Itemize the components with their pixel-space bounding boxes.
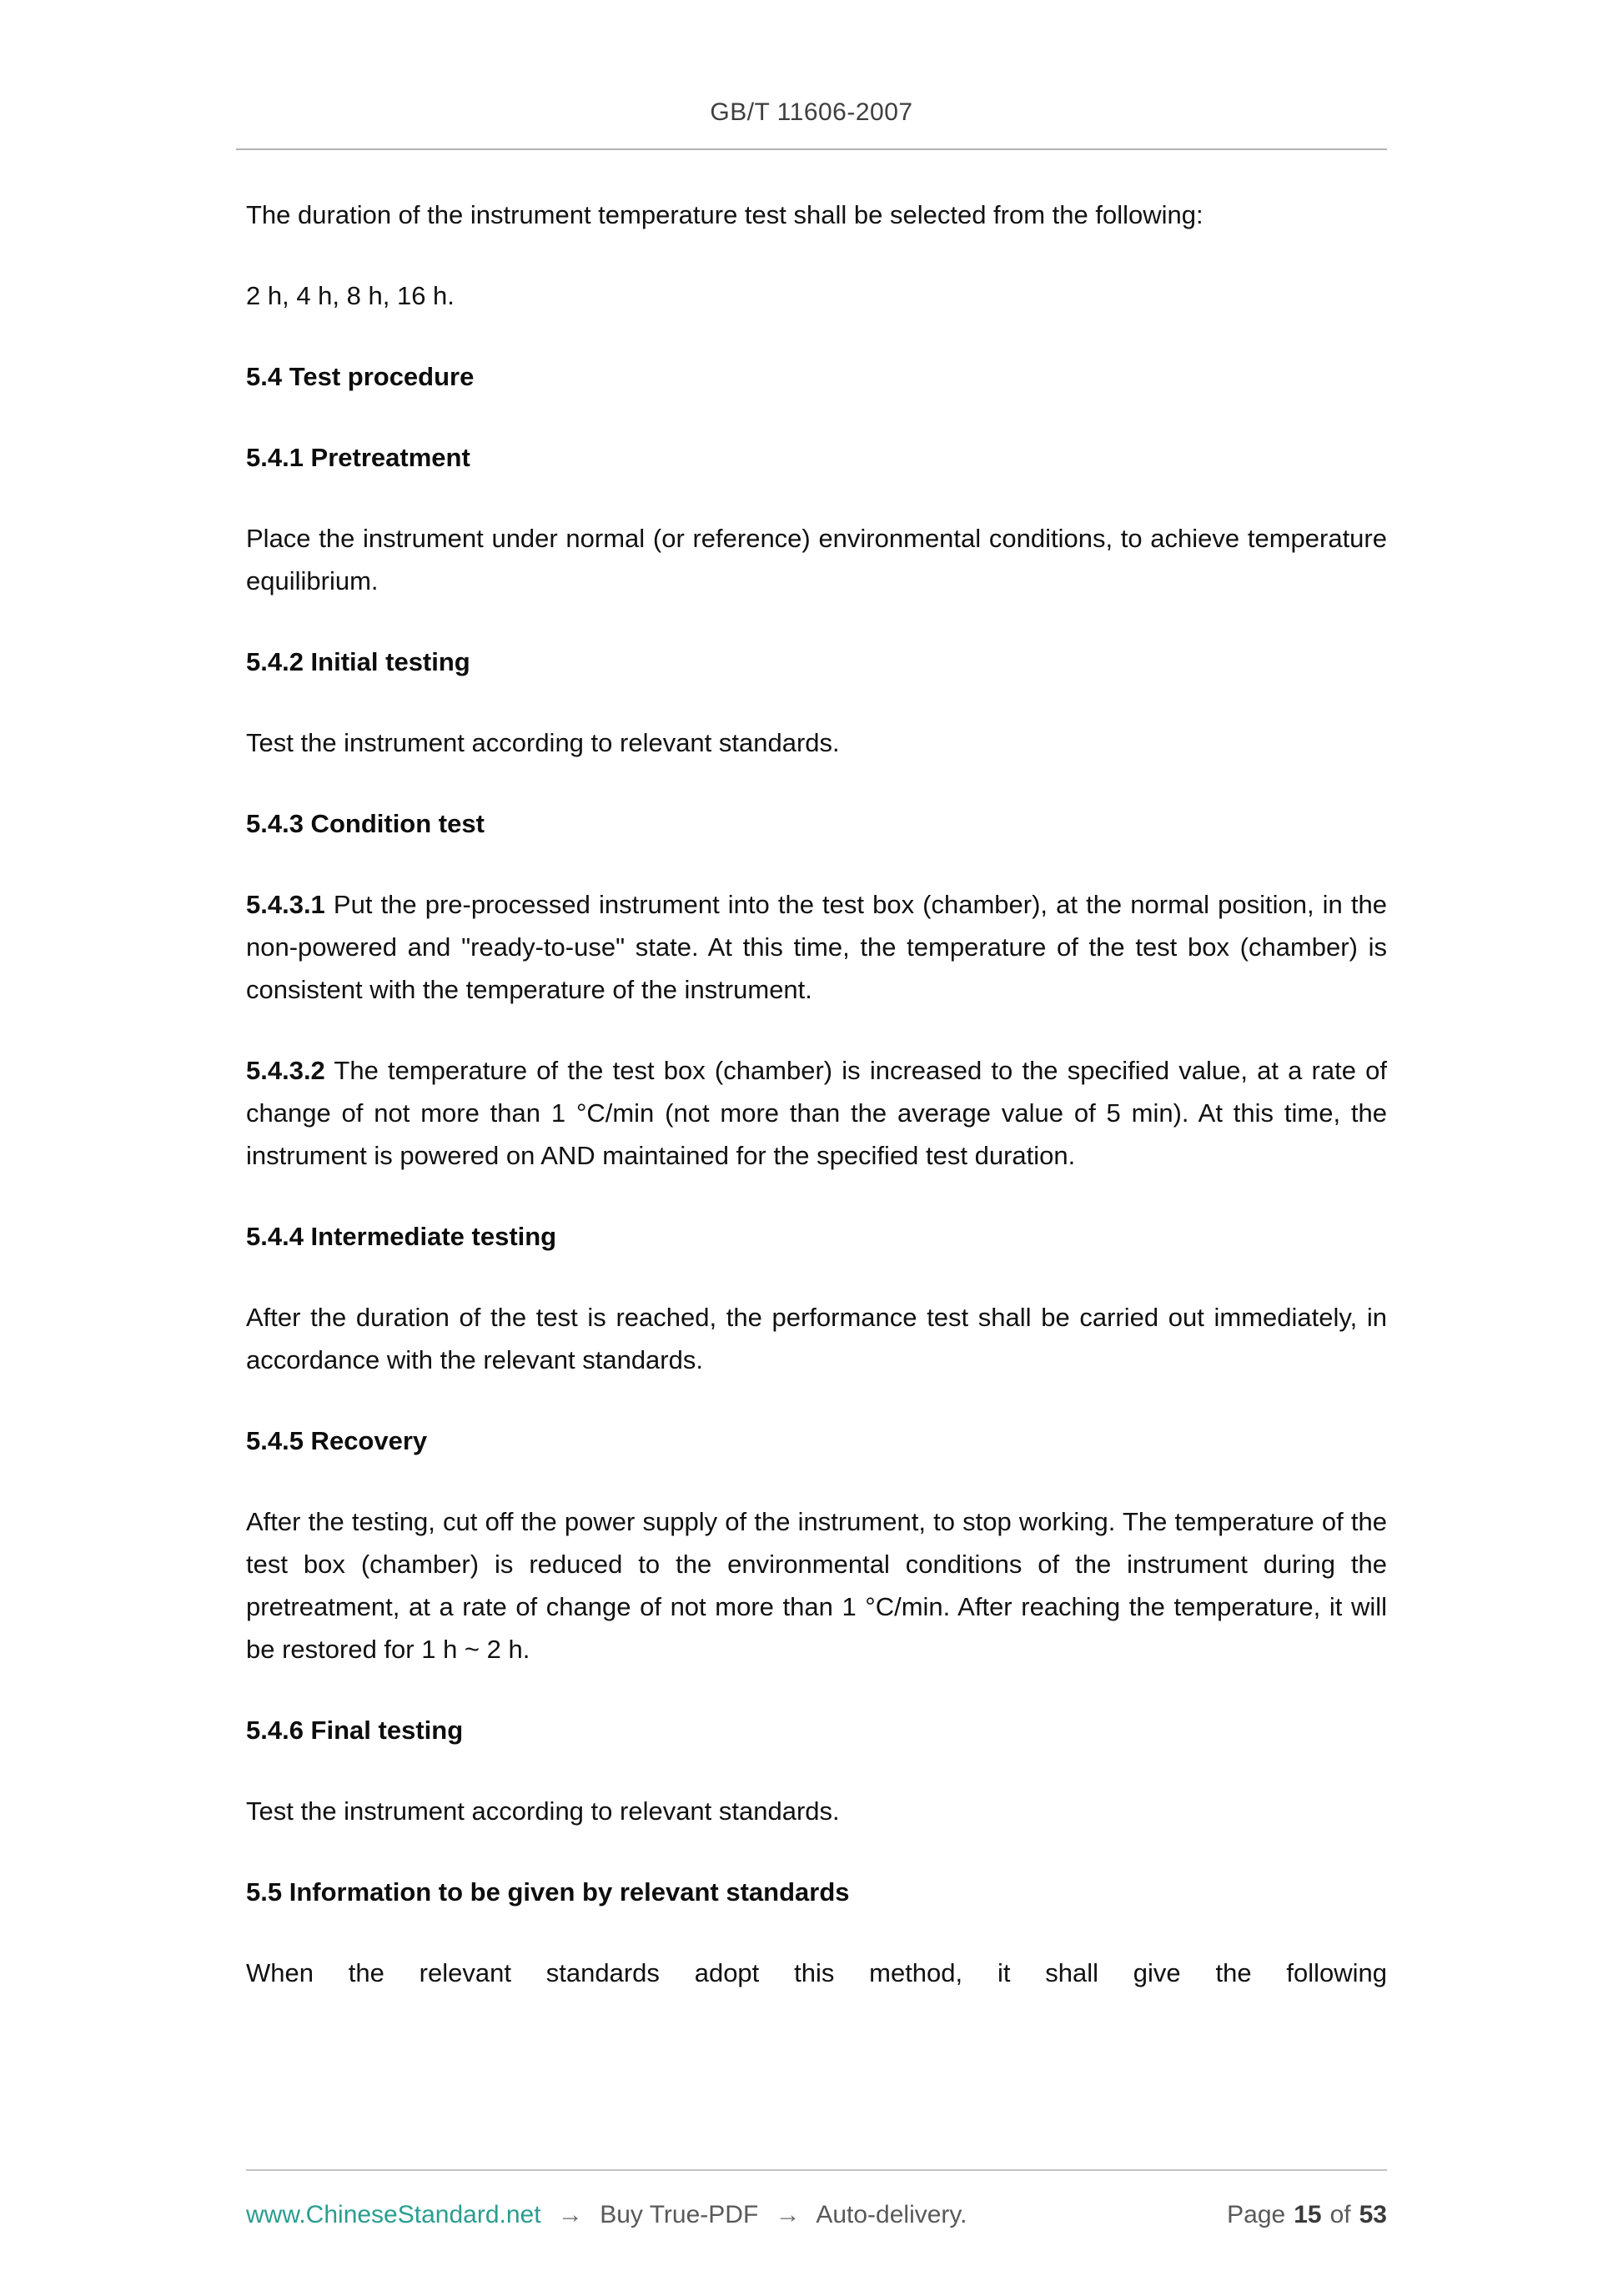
page-word: Page (1227, 2201, 1286, 2228)
arrow-right-icon: → (557, 2201, 583, 2228)
arrow-right-icon: → (775, 2201, 801, 2228)
doc-number: GB/T 11606-2007 (710, 98, 913, 126)
body-paragraph: 5.4.3.1 Put the pre-processed instrument into the test box (chamber), at the normal position, in the non-powered and "ready-to-use" state. At this time, the temperature of the test box (chamber) is consistent with the temperature of the instrument. (246, 890, 1387, 1004)
section-heading: 5.4.6 Final testing (246, 1716, 464, 1745)
section-heading: 5.4.3 Condition test (246, 809, 485, 838)
page-indicator (1227, 2201, 1387, 2229)
section-heading: 5.4 Test procedure (246, 362, 475, 391)
footer-row (246, 2171, 1387, 2229)
document-body (246, 193, 1387, 2032)
body-paragraph: After the testing, cut off the power supply of the instrument, to stop working. The temperature of the test box (chamber) is reduced to the environmental conditions of the instrument during the pretreatment, at a rate of change of not more than 1 °C/min. After reaching the temperature, it will be restored for 1 h ~ 2 h. (246, 1507, 1387, 1664)
body-paragraph: Test the instrument according to relevant standards. (246, 728, 840, 757)
section-heading: 5.4.5 Recovery (246, 1426, 428, 1455)
body-paragraph: The duration of the instrument temperature test shall be selected from the following: (246, 200, 1203, 229)
body-paragraph: After the duration of the test is reached, the performance test shall be carried out immediately, in accordance with the relevant standards. (246, 1303, 1387, 1374)
body-paragraph: When the relevant standards adopt this method, it shall give the following (246, 1958, 1387, 1987)
section-heading: 5.4.1 Pretreatment (246, 443, 470, 472)
body-paragraph: 2 h, 4 h, 8 h, 16 h. (246, 281, 455, 310)
section-heading: 5.4.4 Intermediate testing (246, 1222, 557, 1251)
footer-buy-label: Buy True-PDF (600, 2201, 759, 2228)
of-word: of (1329, 2201, 1351, 2228)
clause-number: 5.4.3.1 (246, 890, 325, 919)
section-heading: 5.5 Information to be given by relevant standards (246, 1877, 850, 1907)
section-heading: 5.4.2 Initial testing (246, 647, 470, 676)
footer-left (246, 2201, 967, 2229)
footer-site-link[interactable]: www.ChineseStandard.net (246, 2201, 541, 2228)
current-page-number: 15 (1294, 2201, 1322, 2228)
body-paragraph: Test the instrument according to relevant standards. (246, 1796, 840, 1826)
total-page-number: 53 (1359, 2201, 1387, 2228)
body-paragraph: 5.4.3.2 The temperature of the test box (chamber) is increased to the specified value, at a rate of change of not more than 1 °C/min (not more than the average value of 5 min). At this time, the instrument is powered on AND maintained for the specified test duration. (246, 1056, 1387, 1170)
header-divider (236, 148, 1387, 150)
clause-number: 5.4.3.2 (246, 1056, 325, 1085)
footer-delivery-label: Auto-delivery. (816, 2201, 967, 2228)
page-header (236, 0, 1387, 150)
page-footer (246, 2169, 1387, 2229)
body-paragraph: Place the instrument under normal (or reference) environmental conditions, to achieve temperature equilibrium. (246, 524, 1387, 595)
